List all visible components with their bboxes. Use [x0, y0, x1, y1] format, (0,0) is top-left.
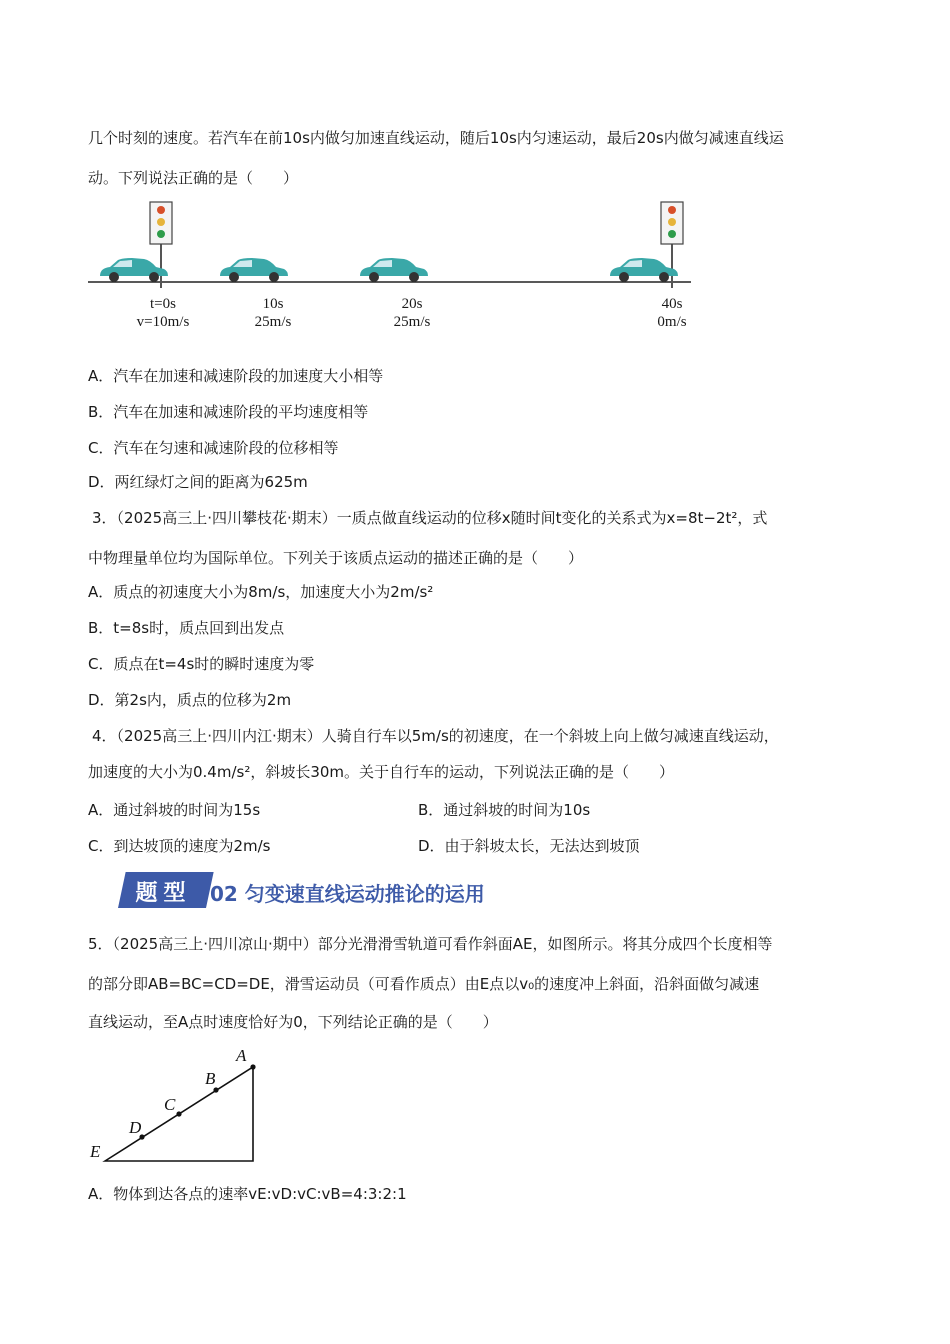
point-label-a: A: [236, 1046, 247, 1065]
stop-time-2: 20s: [401, 296, 423, 312]
q3-option-b[interactable]: B．t=8s时，质点回到出发点: [88, 619, 285, 637]
q2-stem-line2: 动。下列说法正确的是（ ）: [88, 169, 299, 187]
q3-stem-line2: 中物理量单位均为国际单位。下列关于该质点运动的描述正确的是（ ）: [88, 549, 584, 567]
point-label-b: B: [205, 1069, 216, 1088]
q3-option-c[interactable]: C．质点在t=4s时的瞬时速度为零: [88, 655, 315, 673]
stop-speed-2: 25m/s: [393, 314, 431, 330]
point-label-e: E: [90, 1142, 101, 1161]
point-label-d: D: [129, 1118, 142, 1137]
car-icon: [610, 258, 678, 282]
stop-speed-3: 0m/s: [657, 314, 687, 330]
car-icon: [100, 258, 168, 282]
q3-option-d[interactable]: D．第2s内，质点的位移为2m: [88, 691, 292, 709]
q4-option-b[interactable]: B．通过斜坡的时间为10s: [418, 801, 591, 819]
q2-option-b[interactable]: B．汽车在加速和减速阶段的平均速度相等: [88, 403, 369, 421]
q4-option-d[interactable]: D．由于斜坡太长，无法达到坡顶: [418, 837, 640, 855]
q5-stem-line3: 直线运动，至A点时速度恰好为0，下列结论正确的是（ ）: [88, 1013, 498, 1031]
q3-option-a[interactable]: A．质点的初速度大小为8m/s，加速度大小为2m/s²: [88, 583, 434, 601]
section-banner: [118, 872, 518, 908]
q2-option-c[interactable]: C．汽车在匀速和减速阶段的位移相等: [88, 439, 339, 457]
q5-stem-line2: 的部分即AB=BC=CD=DE，滑雪运动员（可看作质点）由E点以v₀的速度冲上斜面，沿斜面做匀减速: [88, 975, 760, 993]
q5-option-a[interactable]: A．物体到达各点的速率vE:vD:vC:vB=4:3:2:1: [88, 1185, 407, 1203]
q3-stem-line1: 3．（2025高三上·四川攀枝花·期末）一质点做直线运动的位移x随时间t变化的关系式为x=8t−2t²，式: [92, 509, 768, 527]
q4-option-a[interactable]: A．通过斜坡的时间为15s: [88, 801, 261, 819]
point-label-c: C: [164, 1095, 176, 1114]
section-tag-box: [118, 872, 214, 908]
q5-stem-line1: 5．（2025高三上·四川凉山·期中）部分光滑滑雪轨道可看作斜面AE，如图所示。将其分成四个长度相等: [88, 935, 773, 953]
incline-figure: [88, 1044, 288, 1170]
q4-stem-line1: 4．（2025高三上·四川内江·期末）人骑自行车以5m/s的初速度，在一个斜坡上向上做匀减速直线运动，: [92, 727, 779, 745]
stop-speed-0: v=10m/s: [136, 314, 190, 330]
q4-option-c[interactable]: C．到达坡顶的速度为2m/s: [88, 837, 271, 855]
stop-speed-1: 25m/s: [254, 314, 292, 330]
stop-time-1: 10s: [262, 296, 284, 312]
q2-stem-line1: 几个时刻的速度。若汽车在前10s内做匀加速直线运动，随后10s内匀速运动，最后20s内做匀减速直线运: [88, 129, 784, 147]
stop-time-0: t=0s: [150, 296, 176, 312]
section-title: 02 匀变速直线运动推论的运用: [210, 882, 485, 906]
stop-time-3: 40s: [661, 296, 683, 312]
q4-stem-line2: 加速度的大小为0.4m/s²，斜坡长30m。关于自行车的运动，下列说法正确的是（ ）: [88, 763, 675, 781]
section-tag: 题型: [135, 880, 192, 906]
car-icon: [220, 258, 288, 282]
q2-option-d[interactable]: D．两红绿灯之间的距离为625m: [88, 473, 308, 491]
car-icon: [360, 258, 428, 282]
q2-option-a[interactable]: A．汽车在加速和减速阶段的加速度大小相等: [88, 367, 384, 385]
